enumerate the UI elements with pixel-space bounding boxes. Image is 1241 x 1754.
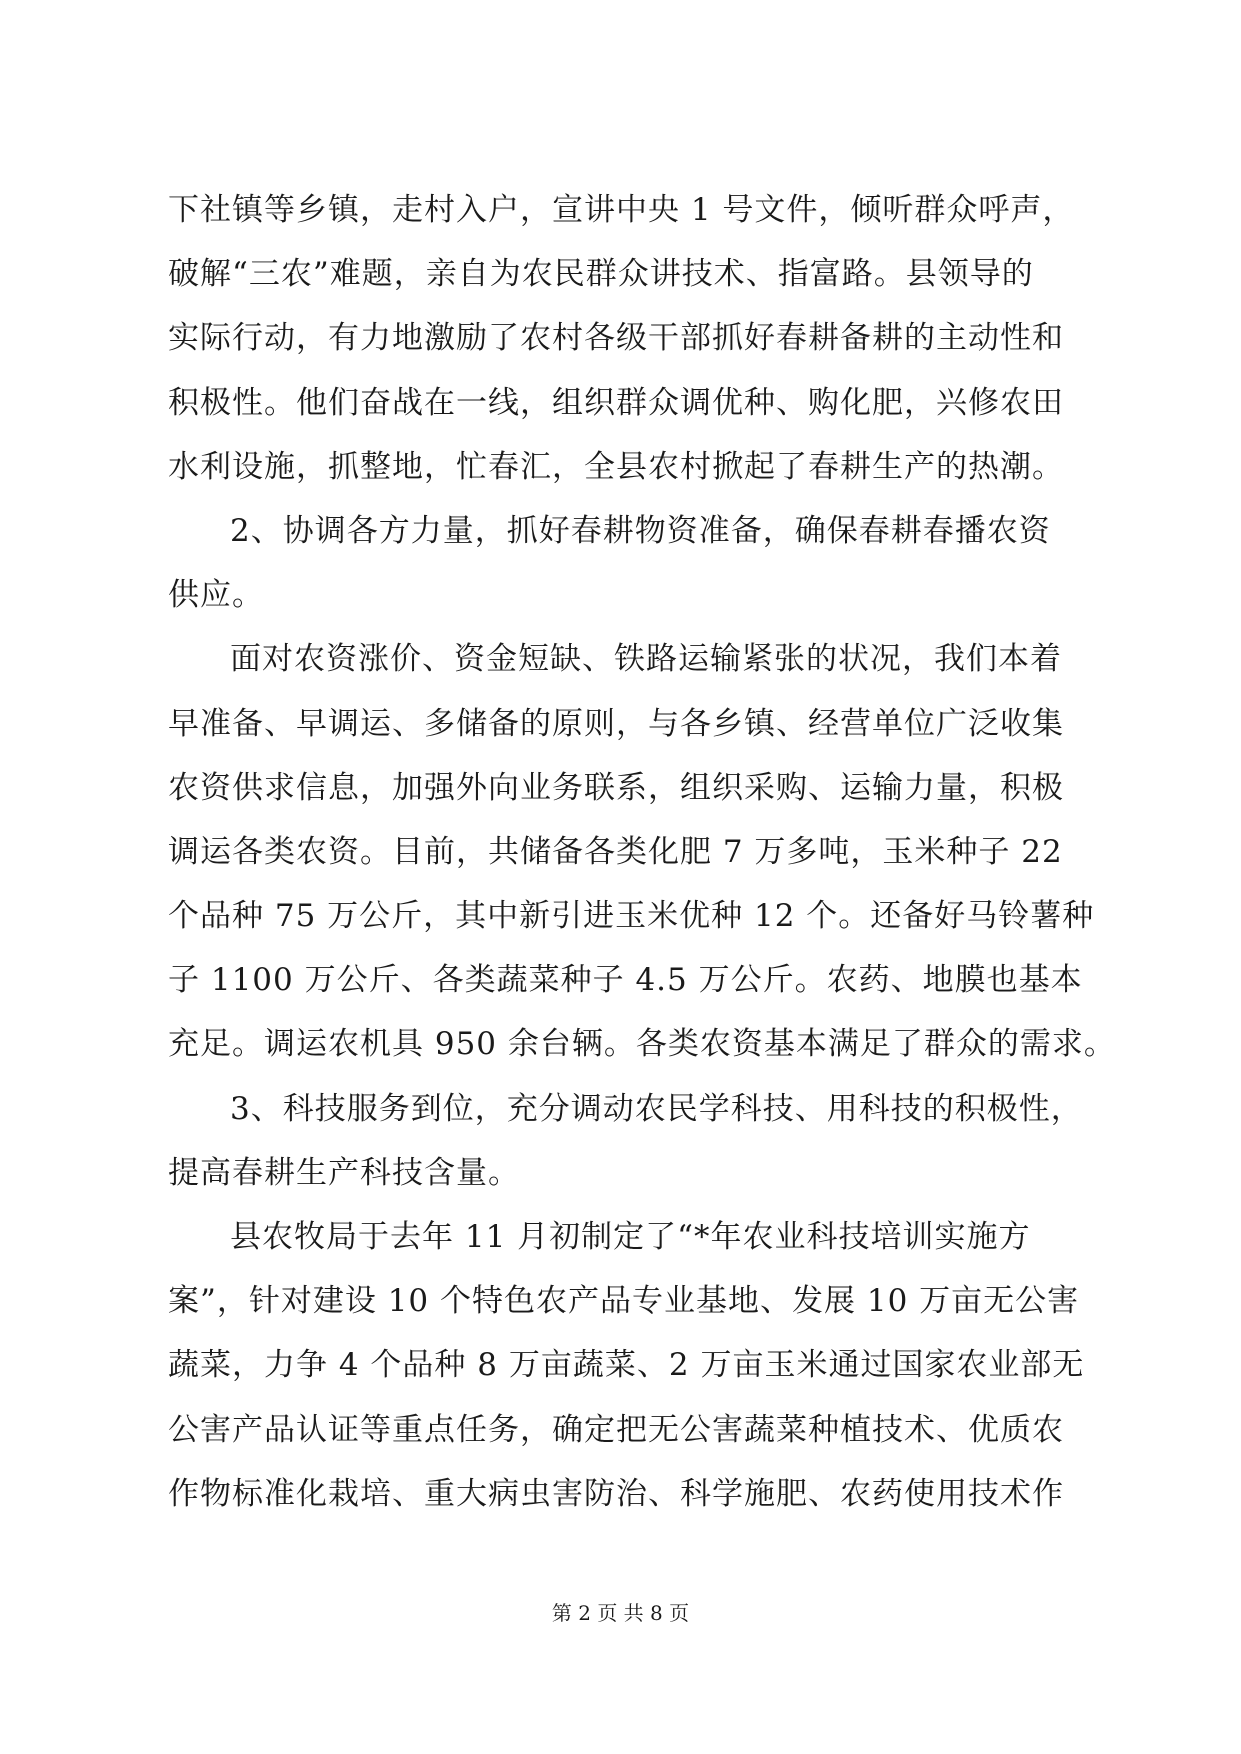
text-line: 下社镇等乡镇，走村入户，宣讲中央 1 号文件，倾听群众呼声， — [168, 192, 1075, 228]
text-line: 作物标准化栽培、重大病虫害防治、科学施肥、农药使用技术作 — [168, 1475, 1064, 1512]
text-line: 充足。调运农机具 950 余台辆。各类农资基本满足了群众的需求。 — [168, 1026, 1116, 1063]
text-line: 水利设施，抓整地，忙春汇，全县农村掀起了春耕生产的热潮。 — [168, 448, 1064, 485]
paragraph-start-line: 县农牧局于去年 11 月初制定了“*年农业科技培训实施方 — [230, 1219, 1031, 1255]
text-line: 个品种 75 万公斤，其中新引进玉米优种 12 个。还备好马铃薯种 — [168, 898, 1095, 935]
text-line: 实际行动，有力地激励了农村各级干部抓好春耕备耕的主动性和 — [168, 320, 1064, 357]
text-line: 破解“三农”难题，亲自为农民群众讲技术、指富路。县领导的 — [168, 256, 1034, 293]
text-line: 案”，针对建设 10 个特色农产品专业基地、发展 10 万亩无公害 — [168, 1283, 1080, 1320]
section-heading-line: 供应。 — [168, 577, 264, 614]
page-number-footer: 第 2 页 共 8 页 — [551, 1601, 690, 1625]
text-line: 积极性。他们奋战在一线，组织群众调优种、购化肥，兴修农田 — [168, 384, 1064, 421]
text-line: 农资供求信息，加强外向业务联系，组织采购、运输力量，积极 — [168, 769, 1064, 806]
section-heading-line: 2、协调各方力量，抓好春耕物资准备，确保春耕春播农资 — [230, 512, 1051, 549]
text-line: 蔬菜，力争 4 个品种 8 万亩蔬菜、2 万亩玉米通过国家农业部无 — [168, 1347, 1085, 1384]
paragraph-start-line: 面对农资涨价、资金短缺、铁路运输紧张的状况，我们本着 — [230, 641, 1062, 678]
section-heading-line: 3、科技服务到位，充分调动农民学科技、用科技的积极性， — [230, 1090, 1083, 1127]
text-line: 早准备、早调运、多储备的原则，与各乡镇、经营单位广泛收集 — [168, 705, 1064, 742]
section-heading-line: 提高春耕生产科技含量。 — [168, 1154, 520, 1191]
text-line: 公害产品认证等重点任务，确定把无公害蔬菜种植技术、优质农 — [168, 1411, 1064, 1448]
text-line: 子 1100 万公斤、各类蔬菜种子 4.5 万公斤。农药、地膜也基本 — [168, 962, 1083, 999]
text-line: 调运各类农资。目前，共储备各类化肥 7 万多吨，玉米种子 22 — [168, 833, 1063, 870]
document-body — [168, 178, 1116, 1526]
